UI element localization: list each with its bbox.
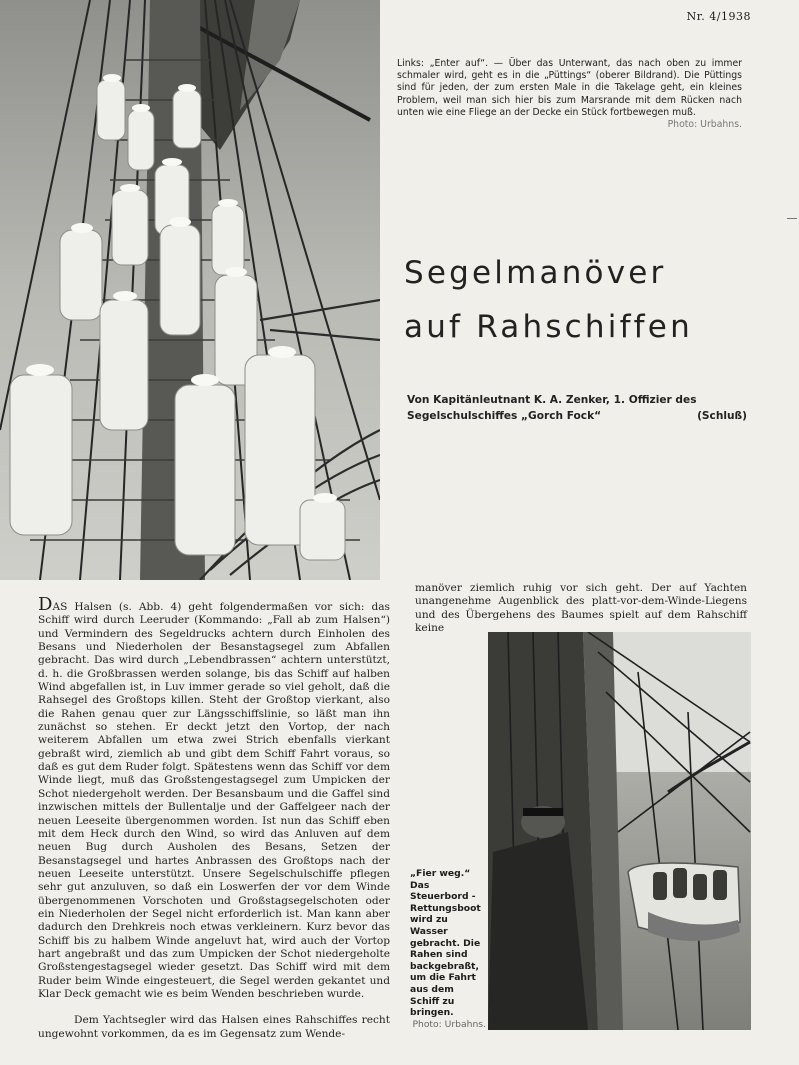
top-photo-credit: Photo: Urbahns. bbox=[667, 119, 742, 131]
paragraph-1-text: AS Halsen (s. Abb. 4) geht folgendermaßen vor sich: das Schiff wird durch Leeruder (Kommando: „Fall ab zum Halsen“) und Vermindern des Segeldrucks achtern durch Einholen des Besans und Niederholen der Besanstagsegel zum Abfallen gebracht. Das wird durch „Lebendbrassen“ achtern unterstützt, d. h. die Großbrassen werden solange, bis das Schiff auf halben Wind abgefallen ist, in Luv immer gerade so viel geholt, daß die Rahsegel des Großtops killen. Steht der Großtop vierkant, also die Rahen genau quer zur Längsschiffslinie, so läßt man ihn zunächst so stehen. Er deckt jetzt den Vortop, der nach weiterem Abfallen um etwa zwei Strich ebenfalls vierkant gebraßt wird, ziemlich ab und gibt dem Schiff Fahrt voraus, so daß es gut dem Ruder folgt. Spätestens wenn das Schiff vor dem Winde liegt, muß das Großstengestagsegel zum Umpicken der Schot niedergeholt werden. Der Besansbaum und die Gaffel sind inzwischen mittels der Bullentalje und der Gaffelgeer nach der neuen Leeseite übergenommen worden. Ist nun das Schiff eben mit dem Heck durch den Wind, so wird das Anluven auf dem neuen Bug durch Ausholen des Besans, Setzen der Besanstagsegel und hartes Anbrassen des Großtops nach der neuen Leeseite unterstützt. Unsere Segelschulschiffe pflegen sehr gut anzuluven, so daß ein Loswerfen der vor dem Winde übergenommenen Vorschoten und Großstagsegelschoten oder ein Niederholen der Segel nicht erforderlich ist. Man kann aber dadurch den Drehkreis noch etwas verkleinern. Kurz bevor das Schiff bis zu halbem Winde angeluvt hat, wird auch der Vortop hart angebraßt und das zum Umpicken der Schot niedergeholte Großstengestagsegel wieder gesetzt. Das Schiff wird mit dem Ruder beim Winde eingesteuert, die Segel werden gekantet und Klar Deck gemacht wie es beim Wenden beschrieben wurde. bbox=[38, 601, 390, 1000]
top-photo-caption bbox=[397, 58, 742, 131]
article-title bbox=[404, 246, 693, 354]
edge-mark bbox=[787, 218, 797, 219]
article-column-right bbox=[415, 582, 747, 635]
title-line-2: auf Rahschiffen bbox=[404, 309, 693, 345]
rigging-climb-photo bbox=[0, 0, 380, 580]
title-line-1: Segelmanöver bbox=[404, 255, 667, 291]
issue-number: Nr. 4/1938 bbox=[686, 10, 751, 23]
drop-cap: D bbox=[38, 594, 53, 615]
byline-continuation: (Schluß) bbox=[697, 410, 747, 422]
bottom-caption-text: „Fier weg.“ Das Steuerbord - Rettungsboot wird zu Wasser gebracht. Die Rahen sind backgebraßt, um die Fahrt aus dem Schiff zu bringen. bbox=[410, 868, 481, 1019]
body-paragraph-2: Dem Yachtsegler wird das Halsen eines Rahschiffes recht ungewohnt vorkommen, da es im Gegensatz zum Wende- bbox=[38, 1014, 390, 1040]
body-paragraph-1 bbox=[38, 594, 390, 1001]
article-column-left bbox=[38, 594, 390, 1041]
top-caption-text: Links: „Enter auf“. — Über das Unterwant, das nach oben zu immer schmaler wird, geht es in die „Püttings“ (oberer Bildrand). Die Püttings sind für jeden, der zum ersten Male in die Takelage geht, ein kleines Problem, weil man sich hier bis zum Marsrande mit dem Rücken nach unten wie eine Fliege an der Decke ein Stück fortbewegen muß. bbox=[397, 58, 742, 118]
bottom-photo-credit: Photo: Urbahns. bbox=[412, 1018, 486, 1030]
byline-text: Von Kapitänleutnant K. A. Zenker, 1. Offizier des Segelschulschiffes „Gorch Fock“ bbox=[407, 394, 697, 422]
right-column-text: manöver ziemlich ruhig vor sich geht. Der auf Yachten unangenehme Augenblick des platt-vor-dem-Winde-Liegens und des Übergehens des Baumes spielt auf dem Rahschiff keine bbox=[415, 582, 747, 635]
byline bbox=[407, 392, 747, 424]
lifeboat-photo bbox=[488, 632, 751, 1030]
bottom-photo-caption bbox=[410, 868, 486, 1030]
